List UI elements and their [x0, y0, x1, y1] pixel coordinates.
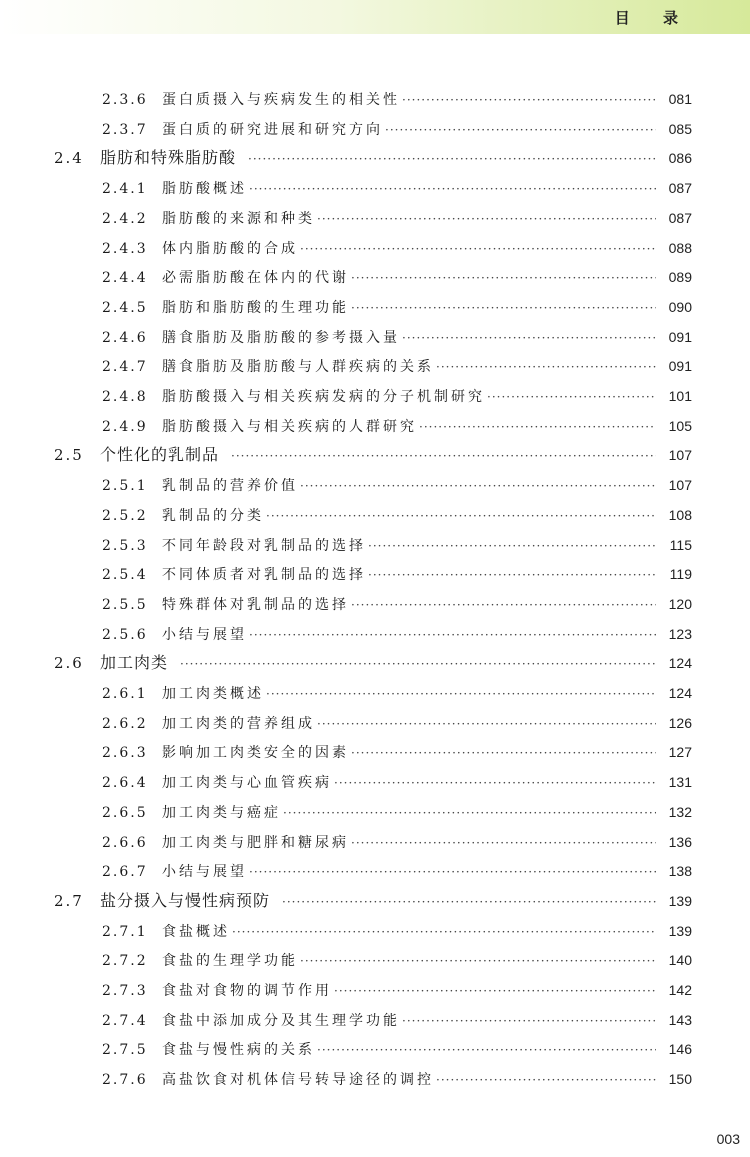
toc-leader-dots [249, 624, 656, 646]
toc-entry-number: 2.5.3 [102, 537, 148, 554]
toc-entry-page: 107 [668, 447, 692, 464]
toc-subsection-entry[interactable] [102, 979, 692, 1001]
toc-entry-title: 个性化的乳制品 [100, 445, 220, 465]
toc-leader-dots [402, 1010, 656, 1032]
toc-entry-title: 加工肉类的营养组成 [162, 715, 315, 732]
toc-entry-page: 101 [668, 388, 692, 404]
toc-entry-number: 2.5.6 [102, 626, 148, 643]
toc-subsection-entry[interactable] [102, 326, 692, 348]
toc-entry-title: 高盐饮食对机体信号转导途径的调控 [162, 1072, 434, 1089]
toc-entry-number: 2.7.2 [102, 953, 148, 970]
toc-entry-page: 087 [668, 209, 692, 226]
toc-entry-number: 2.6.6 [102, 834, 148, 851]
toc-entry-number: 2.7.1 [102, 923, 148, 940]
toc-entry-page: 150 [668, 1071, 692, 1088]
toc-leader-dots [266, 683, 656, 705]
toc-leader-dots [317, 208, 656, 230]
toc-leader-dots [249, 861, 656, 883]
toc-entry-page: 120 [668, 595, 692, 612]
toc-leader-dots [351, 297, 656, 319]
toc-entry-page: 142 [668, 982, 692, 998]
toc-entry-number: 2.5.5 [102, 596, 148, 613]
toc-entry-title: 加工肉类 [100, 653, 169, 673]
toc-entry-title: 膳食脂肪及脂肪酸的参考摄入量 [162, 329, 400, 346]
toc-entry-title: 不同体质者对乳制品的选择 [162, 567, 366, 584]
toc-entry-page: 124 [668, 655, 692, 672]
toc-entry-title: 加工肉类与心血管疾病 [162, 775, 332, 792]
toc-entry-page: 136 [668, 833, 692, 850]
toc-leader-dots [436, 1069, 656, 1091]
toc-subsection-entry[interactable] [102, 1009, 692, 1031]
toc-leader-dots [402, 327, 656, 349]
toc-entry-number: 2.4.1 [102, 181, 148, 198]
toc-leader-dots [351, 832, 656, 854]
toc-subsection-entry[interactable] [102, 949, 692, 971]
toc-leader-dots [368, 564, 656, 586]
toc-entry-title: 脂肪酸概述 [162, 181, 247, 198]
toc-entry-title: 加工肉类概述 [162, 686, 264, 702]
toc-entry-title: 影响加工肉类安全的因素 [162, 745, 349, 762]
toc-entry-number: 2.7.4 [102, 1012, 148, 1029]
toc-leader-dots [402, 89, 656, 111]
toc-entry-page: 085 [668, 120, 692, 137]
toc-entry-number: 2.7.5 [102, 1042, 148, 1059]
toc-subsection-entry[interactable] [102, 504, 692, 526]
toc-entry-title: 体内脂肪酸的合成 [162, 240, 298, 257]
toc-leader-dots [368, 535, 656, 557]
toc-subsection-entry[interactable] [102, 771, 692, 793]
toc-subsection-entry[interactable] [102, 237, 692, 259]
toc-entry-page: 139 [668, 892, 692, 909]
toc-section-entry[interactable] [54, 652, 692, 674]
toc-leader-dots [385, 119, 656, 141]
toc-entry-page: 081 [668, 91, 692, 107]
toc-entry-title: 不同年龄段对乳制品的选择 [162, 537, 366, 554]
toc-entry-number: 2.7 [54, 891, 84, 910]
toc-entry-number: 2.4.3 [102, 240, 148, 257]
toc-leader-dots [351, 742, 656, 764]
toc-entry-page: 086 [668, 150, 692, 167]
toc-entry-page: 107 [668, 477, 692, 494]
toc-subsection-entry[interactable] [102, 177, 692, 199]
toc-leader-dots [300, 950, 656, 972]
toc-entry-number: 2.4.2 [102, 210, 148, 227]
toc-entry-page: 115 [669, 536, 692, 553]
toc-entry-number: 2.4.5 [102, 299, 148, 316]
toc-subsection-entry[interactable] [102, 1068, 692, 1090]
toc-entry-title: 盐分摄入与慢性病预防 [100, 890, 271, 910]
toc-entry-title: 脂肪酸摄入与相关疾病的人群研究 [162, 418, 417, 435]
toc-leader-dots [317, 1039, 656, 1061]
toc-entry-title: 乳制品的分类 [162, 507, 264, 524]
toc-subsection-entry[interactable] [102, 385, 692, 407]
toc-entry-title: 食盐的生理学功能 [162, 953, 298, 970]
toc-entry-title: 脂肪和特殊脂肪酸 [100, 148, 237, 168]
toc-entry-title: 特殊群体对乳制品的选择 [162, 596, 349, 613]
toc-leader-dots [232, 921, 656, 943]
toc-entry-page: 119 [669, 566, 692, 583]
toc-subsection-entry[interactable] [102, 88, 692, 110]
toc-subsection-entry[interactable] [102, 712, 692, 734]
toc-entry-number: 2.3.7 [102, 121, 148, 138]
toc-subsection-entry[interactable] [102, 296, 692, 318]
toc-entry-title: 小结与展望 [162, 626, 247, 643]
toc-subsection-entry[interactable] [102, 623, 692, 645]
toc-subsection-entry[interactable] [102, 563, 692, 585]
toc-entry-title: 小结与展望 [162, 864, 247, 881]
toc-entry-page: 087 [668, 180, 692, 197]
toc-section-entry[interactable] [54, 890, 692, 912]
toc-entry-title: 食盐与慢性病的关系 [162, 1042, 315, 1059]
toc-entry-page: 143 [668, 1011, 692, 1028]
header-band [0, 0, 750, 34]
toc-entry-title: 食盐概述 [162, 923, 230, 940]
toc-entry-title: 乳制品的营养价值 [162, 478, 298, 495]
toc-entry-number: 2.6.3 [102, 745, 148, 762]
toc-entry-number: 2.4.9 [102, 418, 148, 435]
toc-subsection-entry[interactable] [102, 593, 692, 615]
toc-leader-dots [283, 802, 656, 824]
toc-entry-number: 2.6.2 [102, 715, 148, 732]
toc-entry-page: 088 [668, 239, 692, 256]
toc-entry-number: 2.6.4 [102, 775, 148, 792]
toc-subsection-entry[interactable] [102, 741, 692, 763]
toc-leader-dots [334, 980, 656, 1002]
toc-entry-page: 091 [668, 358, 692, 375]
toc-leader-dots [282, 891, 656, 913]
toc-entry-title: 食盐中添加成分及其生理学功能 [162, 1012, 400, 1029]
toc-entry-page: 089 [668, 269, 692, 286]
toc-entry-title: 必需脂肪酸在体内的代谢 [162, 270, 349, 287]
toc-leader-dots [436, 356, 656, 378]
toc-subsection-entry[interactable] [102, 207, 692, 229]
toc-entry-title: 蛋白质的研究进展和研究方向 [162, 121, 383, 138]
toc-entry-page: 131 [668, 774, 692, 791]
toc-entry-title: 脂肪和脂肪酸的生理功能 [162, 299, 349, 316]
toc-entry-number: 2.7.3 [102, 983, 148, 999]
toc-leader-dots [180, 653, 656, 675]
toc-leader-dots [334, 772, 656, 794]
toc-leader-dots [351, 267, 656, 289]
toc-subsection-entry[interactable] [102, 801, 692, 823]
toc-entry-number: 2.5.2 [102, 507, 148, 524]
toc-leader-dots [419, 416, 656, 438]
toc-entry-title: 膳食脂肪及脂肪酸与人群疾病的关系 [162, 359, 434, 376]
toc-entry-number: 2.6.5 [102, 804, 148, 821]
toc-entry-number: 2.4.8 [102, 389, 148, 405]
toc-entry-number: 2.6 [54, 654, 84, 673]
toc-subsection-entry[interactable] [102, 534, 692, 556]
toc-leader-dots [300, 475, 656, 497]
toc-subsection-entry[interactable] [102, 415, 692, 437]
toc-entry-page: 090 [668, 298, 692, 315]
toc-leader-dots [231, 445, 656, 467]
toc-entry-number: 2.7.6 [102, 1072, 148, 1089]
toc-entry-number: 2.4.7 [102, 359, 148, 376]
toc-subsection-entry[interactable] [102, 682, 692, 704]
header-title: 目 录 [614, 9, 692, 27]
toc-entry-number: 2.4 [54, 149, 84, 168]
toc-entry-title: 脂肪酸摄入与相关疾病发病的分子机制研究 [162, 389, 485, 405]
toc-entry-page: 091 [668, 328, 692, 345]
toc-leader-dots [351, 594, 656, 616]
toc-subsection-entry[interactable] [102, 860, 692, 882]
toc-entry-page: 132 [668, 803, 692, 820]
toc-entry-page: 138 [668, 863, 692, 880]
toc-leader-dots [300, 238, 656, 260]
toc-entry-page: 140 [668, 952, 692, 969]
toc-leader-dots [249, 178, 656, 200]
toc-leader-dots [317, 713, 656, 735]
toc-section-entry[interactable] [54, 444, 692, 466]
toc-entry-page: 108 [668, 506, 692, 523]
toc-subsection-entry[interactable] [102, 1038, 692, 1060]
toc-subsection-entry[interactable] [102, 920, 692, 942]
toc-subsection-entry[interactable] [102, 831, 692, 853]
toc-subsection-entry[interactable] [102, 355, 692, 377]
toc-section-entry[interactable] [54, 147, 692, 169]
toc-entry-page: 105 [668, 417, 692, 434]
page-number: 003 [716, 1131, 740, 1147]
toc-entry-page: 127 [668, 744, 692, 761]
toc-entry-page: 123 [668, 625, 692, 642]
toc-leader-dots [487, 386, 656, 408]
toc-entry-number: 2.4.4 [102, 270, 148, 287]
toc-entry-title: 食盐对食物的调节作用 [162, 983, 332, 999]
toc-entry-number: 2.5 [54, 446, 84, 465]
toc-entry-page: 139 [668, 922, 692, 939]
toc-entry-page: 124 [668, 685, 692, 701]
toc-entry-title: 脂肪酸的来源和种类 [162, 210, 315, 227]
toc-subsection-entry[interactable] [102, 266, 692, 288]
toc-entry-number: 2.5.4 [102, 567, 148, 584]
toc-subsection-entry[interactable] [102, 118, 692, 140]
toc-subsection-entry[interactable] [102, 474, 692, 496]
toc-entry-title: 蛋白质摄入与疾病发生的相关性 [162, 92, 400, 108]
toc-entry-number: 2.5.1 [102, 478, 148, 495]
toc-leader-dots [248, 148, 656, 170]
toc-entry-number: 2.4.6 [102, 329, 148, 346]
toc-entry-title: 加工肉类与癌症 [162, 804, 281, 821]
toc-entry-page: 146 [668, 1041, 692, 1058]
toc-entry-page: 126 [668, 714, 692, 731]
toc-leader-dots [266, 505, 656, 527]
toc-entry-number: 2.6.1 [102, 686, 148, 702]
toc-entry-number: 2.3.6 [102, 92, 148, 108]
toc-entry-title: 加工肉类与肥胖和糖尿病 [162, 834, 349, 851]
toc-entry-number: 2.6.7 [102, 864, 148, 881]
